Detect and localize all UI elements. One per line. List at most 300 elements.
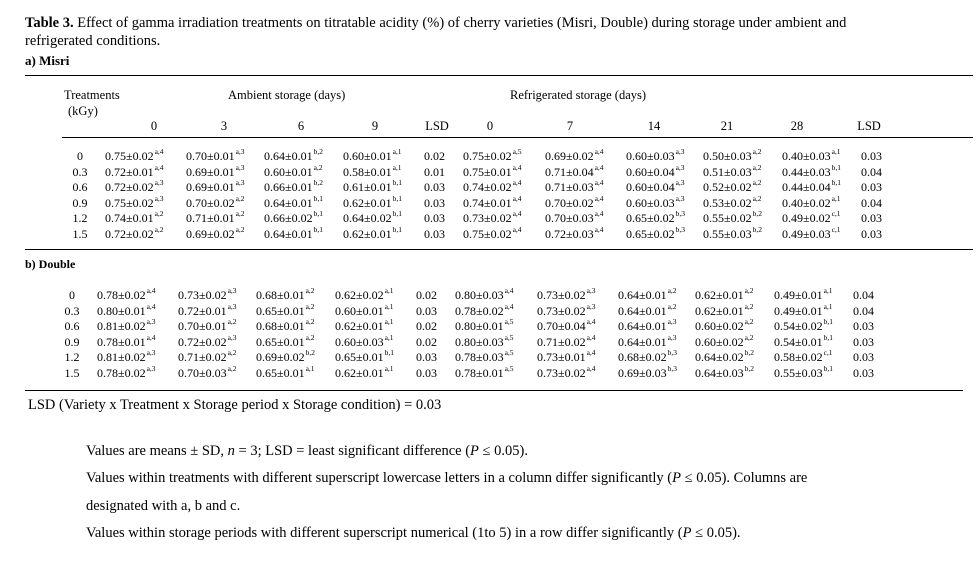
cell-value: 0.03 — [861, 149, 882, 163]
cell-value: 0.40±0.02 — [782, 195, 831, 210]
significance-superscript: b,2 — [744, 348, 754, 358]
table-cell — [455, 319, 514, 334]
cell-value: 0.70±0.02 — [545, 195, 594, 210]
cell-value: 0.78±0.02 — [97, 288, 146, 302]
cell-value: 0.75±0.02 — [105, 149, 154, 163]
significance-superscript: a,1 — [384, 364, 394, 373]
cell-value: 0.03 — [416, 350, 437, 365]
cell-value: 0.02 — [424, 149, 445, 163]
significance-superscript: a,3 — [675, 178, 685, 188]
refrigerated-storage-header: Refrigerated storage (days) — [510, 88, 647, 102]
significance-superscript: a,3 — [667, 317, 677, 327]
cell-value: 0.44±0.04 — [782, 180, 831, 195]
table-cell — [97, 366, 156, 381]
significance-superscript: a,2 — [752, 162, 762, 172]
cell-value: 0.80±0.03 — [455, 288, 504, 302]
significance-superscript: b,1 — [392, 225, 402, 234]
table-cell — [416, 335, 437, 350]
note-means-text-2: = 3; LSD = least significant difference ( — [234, 443, 471, 459]
significance-superscript: c,1 — [831, 209, 841, 219]
table-cell — [545, 227, 604, 242]
table-cell — [853, 350, 874, 365]
cell-value: 0.44±0.03 — [782, 164, 831, 179]
significance-superscript: b,2 — [313, 178, 323, 188]
table-cell — [416, 304, 437, 319]
column-header: 14 — [647, 119, 661, 133]
treatment-dose: 0.6 — [64, 319, 80, 334]
significance-superscript: a,2 — [235, 209, 245, 219]
overall-lsd: LSD (Variety x Treatment x Storage period x Storage condition) = 0.03 — [28, 397, 442, 413]
table-cell — [537, 366, 596, 381]
cell-value: 0.70±0.01 — [186, 149, 235, 163]
cell-value: 0.64±0.02 — [695, 350, 744, 365]
significance-superscript: a,3 — [227, 301, 237, 311]
cell-value: 0.70±0.03 — [178, 366, 227, 380]
cell-value: 0.64±0.01 — [618, 334, 667, 349]
cell-value: 0.69±0.03 — [618, 366, 667, 380]
cell-value: 0.61±0.01 — [343, 180, 392, 195]
significance-superscript: a,5 — [504, 364, 514, 373]
cell-value: 0.03 — [853, 366, 874, 380]
significance-superscript: b,3 — [667, 348, 677, 358]
table-cell — [416, 350, 437, 365]
cell-value: 0.70±0.04 — [537, 319, 586, 334]
table-cell — [335, 288, 394, 303]
cell-value: 0.78±0.01 — [97, 334, 146, 349]
significance-superscript: b,1 — [392, 209, 402, 219]
significance-superscript: a,4 — [512, 209, 522, 219]
significance-superscript: a,2 — [305, 317, 315, 327]
table-cell — [416, 366, 437, 381]
cell-value: 0.69±0.01 — [186, 180, 235, 195]
cell-value: 0.72±0.02 — [105, 180, 154, 195]
significance-superscript: a,1 — [384, 317, 394, 327]
significance-superscript: a,2 — [154, 225, 164, 234]
significance-superscript: a,1 — [384, 286, 394, 295]
cell-value: 0.49±0.01 — [774, 303, 823, 318]
cell-value: 0.64±0.01 — [618, 319, 667, 334]
double-bottom-rule — [25, 390, 963, 391]
cell-value: 0.65±0.01 — [256, 334, 305, 349]
cell-value: 0.69±0.02 — [545, 149, 594, 163]
significance-superscript: a,2 — [305, 286, 315, 295]
significance-superscript: b,3 — [675, 209, 685, 219]
significance-superscript: b,1 — [823, 364, 833, 373]
table-cell — [618, 288, 677, 303]
cell-value: 0.03 — [424, 211, 445, 226]
significance-superscript: a,3 — [227, 286, 237, 295]
table-cell — [861, 149, 882, 164]
cell-value: 0.75±0.02 — [105, 195, 154, 210]
cell-value: 0.62±0.01 — [335, 366, 384, 380]
note-numerals-text: Values within storage periods with different superscript numerical (1to 5) in a row differ significantly ( — [86, 525, 683, 541]
significance-superscript: a,1 — [384, 301, 394, 311]
cell-value: 0.78±0.03 — [455, 350, 504, 365]
cell-value: 0.51±0.03 — [703, 164, 752, 179]
table-cell — [424, 180, 445, 195]
significance-superscript: a,4 — [504, 286, 514, 295]
cell-value: 0.60±0.04 — [626, 164, 675, 179]
significance-superscript: a,2 — [235, 225, 245, 234]
table-cell — [545, 180, 604, 195]
cell-value: 0.01 — [424, 164, 445, 179]
cell-value: 0.64±0.01 — [618, 288, 667, 302]
column-header: 0 — [150, 119, 158, 133]
significance-superscript: b,1 — [313, 225, 323, 234]
table-cell — [782, 227, 841, 242]
cell-value: 0.60±0.01 — [335, 303, 384, 318]
cell-value: 0.78±0.01 — [455, 366, 504, 380]
cell-value: 0.66±0.02 — [264, 211, 313, 226]
note-letters-text: Values within treatments with different superscript lowercase letters in a column differ significantly ( — [86, 470, 673, 486]
significance-superscript: a,4 — [512, 193, 522, 203]
cell-value: 0.03 — [861, 180, 882, 195]
cell-value: 0.64±0.01 — [264, 227, 313, 241]
cell-value: 0.65±0.02 — [626, 227, 675, 241]
treatment-dose: 1.5 — [72, 227, 88, 241]
table-cell — [774, 319, 833, 334]
note-letters — [86, 470, 807, 487]
cell-value: 0.81±0.02 — [97, 319, 146, 334]
significance-superscript: a,2 — [154, 209, 164, 219]
cell-value: 0.72±0.02 — [105, 227, 154, 241]
column-header: 28 — [790, 119, 804, 133]
table-cell — [335, 319, 394, 334]
cell-value: 0.02 — [416, 334, 437, 349]
cell-value: 0.60±0.03 — [335, 334, 384, 349]
cell-value: 0.68±0.01 — [256, 319, 305, 334]
table-cell — [853, 319, 874, 334]
table-cell — [343, 180, 402, 195]
table-cell — [545, 149, 604, 164]
column-header: 9 — [371, 119, 379, 133]
cell-value: 0.73±0.02 — [178, 288, 227, 302]
cell-value: 0.60±0.01 — [264, 164, 313, 179]
cell-value: 0.64±0.01 — [264, 149, 313, 163]
table-cell — [463, 227, 522, 242]
treatment-dose: 0 — [69, 288, 75, 302]
cell-value: 0.62±0.01 — [695, 288, 744, 302]
table-cell — [416, 319, 437, 334]
table-cell — [178, 288, 237, 303]
cell-value: 0.04 — [853, 288, 874, 302]
table-cell — [695, 366, 754, 381]
caption-text: Effect of gamma irradiation treatments on titratable acidity (%) of cherry varieties (Misri, Double) during storage under ambient and refrigerated conditions. — [25, 15, 847, 49]
cell-value: 0.60±0.04 — [626, 180, 675, 195]
table-cell — [256, 366, 315, 381]
table-cell — [424, 227, 445, 242]
significance-superscript: a,3 — [586, 286, 596, 295]
cell-value: 0.54±0.02 — [774, 319, 823, 334]
cell-value: 0.68±0.02 — [618, 350, 667, 365]
cell-value: 0.73±0.02 — [463, 211, 512, 226]
cell-value: 0.75±0.02 — [463, 149, 512, 163]
header-rule — [62, 137, 973, 138]
significance-superscript: a,5 — [504, 348, 514, 358]
table-cell — [861, 196, 882, 211]
cell-value: 0.03 — [861, 227, 882, 241]
significance-superscript: b,3 — [667, 364, 677, 373]
cell-value: 0.55±0.03 — [774, 366, 823, 380]
section-title-double: b) Double — [25, 257, 76, 271]
significance-superscript: b,2 — [313, 147, 323, 156]
note-designated: designated with a, b and c. — [86, 498, 241, 514]
table-cell — [264, 180, 323, 195]
table-cell — [186, 149, 245, 164]
table-cell — [343, 149, 402, 164]
table-cell — [853, 288, 874, 303]
significance-superscript: a,4 — [586, 332, 596, 342]
significance-superscript: a,2 — [752, 193, 762, 203]
treatment-dose: 1.5 — [64, 366, 80, 380]
cell-value: 0.02 — [416, 288, 437, 302]
significance-superscript: b,1 — [392, 193, 402, 203]
cell-value: 0.04 — [861, 195, 882, 210]
significance-superscript: a,4 — [594, 209, 604, 219]
cell-value: 0.69±0.02 — [186, 227, 235, 241]
cell-value: 0.70±0.02 — [186, 195, 235, 210]
note-p-symbol: P — [672, 470, 681, 486]
significance-superscript: a,3 — [675, 147, 685, 156]
cell-value: 0.74±0.01 — [105, 211, 154, 226]
significance-superscript: a,2 — [752, 147, 762, 156]
note-numerals — [86, 525, 741, 542]
cell-value: 0.80±0.03 — [455, 334, 504, 349]
table-cell — [463, 149, 522, 164]
cell-value: 0.74±0.01 — [463, 195, 512, 210]
significance-superscript: b,1 — [823, 317, 833, 327]
significance-superscript: c,1 — [831, 225, 841, 234]
table-cell — [186, 227, 245, 242]
column-header: 21 — [720, 119, 734, 133]
table-cell — [618, 366, 677, 381]
treatment-dose: 1.2 — [64, 350, 80, 365]
significance-superscript: a,4 — [594, 162, 604, 172]
table-cell — [703, 227, 762, 242]
cell-value: 0.81±0.02 — [97, 350, 146, 365]
significance-superscript: a,5 — [504, 332, 514, 342]
significance-superscript: a,4 — [594, 193, 604, 203]
table-cell — [455, 288, 514, 303]
cell-value: 0.72±0.01 — [105, 164, 154, 179]
cell-value: 0.55±0.03 — [703, 227, 752, 241]
column-header: 3 — [220, 119, 228, 133]
top-rule — [25, 75, 973, 76]
table-cell — [264, 227, 323, 242]
cell-value: 0.04 — [861, 164, 882, 179]
cell-value: 0.03 — [416, 303, 437, 318]
cell-value: 0.73±0.02 — [537, 366, 586, 380]
significance-superscript: a,2 — [227, 364, 237, 373]
significance-superscript: b,1 — [384, 348, 394, 358]
cell-value: 0.71±0.03 — [545, 180, 594, 195]
significance-superscript: a,4 — [154, 162, 164, 172]
significance-superscript: a,3 — [675, 193, 685, 203]
significance-superscript: a,1 — [823, 301, 833, 311]
cell-value: 0.80±0.01 — [97, 303, 146, 318]
section-title-misri: a) Misri — [25, 53, 70, 68]
treatment-dose: 0 — [77, 149, 83, 163]
cell-value: 0.73±0.02 — [537, 303, 586, 318]
table-cell — [105, 180, 164, 195]
table-cell — [537, 319, 596, 334]
significance-superscript: b,3 — [675, 225, 685, 234]
table-cell — [424, 149, 445, 164]
table-cell — [774, 288, 833, 303]
cell-value: 0.62±0.02 — [335, 288, 384, 302]
cell-value: 0.60±0.03 — [626, 149, 675, 163]
cell-value: 0.40±0.03 — [782, 149, 831, 163]
significance-superscript: b,1 — [823, 332, 833, 342]
significance-superscript: a,3 — [235, 162, 245, 172]
significance-superscript: a,4 — [504, 301, 514, 311]
significance-superscript: a,1 — [831, 193, 841, 203]
cell-value: 0.60±0.01 — [343, 149, 392, 163]
cell-value: 0.03 — [853, 319, 874, 334]
cell-value: 0.70±0.01 — [178, 319, 227, 334]
table-cell — [335, 366, 394, 381]
significance-superscript: a,3 — [586, 301, 596, 311]
table-cell — [178, 319, 237, 334]
significance-superscript: a,2 — [227, 317, 237, 327]
cell-value: 0.50±0.03 — [703, 149, 752, 163]
cell-value: 0.49±0.01 — [774, 288, 823, 302]
cell-value: 0.03 — [424, 227, 445, 241]
significance-superscript: b,2 — [752, 209, 762, 219]
cell-value: 0.73±0.02 — [537, 288, 586, 302]
treatment-dose: 0.3 — [72, 164, 88, 179]
cell-value: 0.78±0.02 — [97, 366, 146, 380]
cell-value: 0.60±0.02 — [695, 334, 744, 349]
table-cell — [695, 319, 754, 334]
table-cell — [256, 319, 315, 334]
significance-superscript: a,1 — [392, 162, 402, 172]
significance-superscript: a,2 — [744, 332, 754, 342]
significance-superscript: a,2 — [752, 178, 762, 188]
table-cell — [861, 165, 882, 180]
treatment-dose: 0.9 — [64, 334, 80, 349]
cell-value: 0.62±0.01 — [343, 195, 392, 210]
cell-value: 0.72±0.03 — [545, 227, 594, 241]
significance-superscript: a,4 — [146, 286, 156, 295]
significance-superscript: a,3 — [154, 193, 164, 203]
significance-superscript: a,1 — [305, 364, 315, 373]
note-letters-text-2: ≤ 0.05). Columns are — [681, 470, 808, 486]
significance-superscript: b,2 — [305, 348, 315, 358]
significance-superscript: a,3 — [146, 348, 156, 358]
significance-superscript: a,2 — [667, 286, 677, 295]
table-cell — [424, 165, 445, 180]
cell-value: 0.65±0.01 — [256, 366, 305, 380]
cell-value: 0.72±0.01 — [178, 303, 227, 318]
table-cell — [178, 366, 237, 381]
table-cell — [626, 149, 685, 164]
cell-value: 0.70±0.03 — [545, 211, 594, 226]
table-cell — [343, 227, 402, 242]
significance-superscript: a,4 — [146, 301, 156, 311]
cell-value: 0.03 — [424, 180, 445, 195]
table-cell — [703, 180, 762, 195]
significance-superscript: a,4 — [146, 332, 156, 342]
note-numerals-text-2: ≤ 0.05). — [691, 525, 741, 541]
cell-value: 0.62±0.01 — [335, 319, 384, 334]
significance-superscript: a,2 — [744, 301, 754, 311]
table-label: Table 3. — [25, 15, 74, 31]
significance-superscript: a,1 — [831, 147, 841, 156]
significance-superscript: a,5 — [512, 147, 522, 156]
table-cell — [97, 319, 156, 334]
significance-superscript: a,3 — [667, 332, 677, 342]
cell-value: 0.03 — [424, 195, 445, 210]
table-cell — [861, 211, 882, 226]
cell-value: 0.62±0.01 — [695, 303, 744, 318]
cell-value: 0.62±0.01 — [343, 227, 392, 241]
significance-superscript: a,3 — [146, 364, 156, 373]
significance-superscript: a,1 — [823, 286, 833, 295]
note-n-symbol: n — [227, 443, 235, 459]
cell-value: 0.69±0.02 — [256, 350, 305, 365]
significance-superscript: a,4 — [586, 364, 596, 373]
significance-superscript: a,3 — [235, 178, 245, 188]
significance-superscript: a,3 — [146, 317, 156, 327]
significance-superscript: a,4 — [594, 178, 604, 188]
significance-superscript: a,2 — [305, 301, 315, 311]
table-cell — [626, 180, 685, 195]
treatments-header: Treatments — [64, 88, 120, 102]
cell-value: 0.49±0.02 — [782, 211, 831, 226]
significance-superscript: a,2 — [667, 301, 677, 311]
significance-superscript: a,1 — [384, 332, 394, 342]
treatment-dose: 1.2 — [72, 211, 88, 226]
misri-bottom-rule — [25, 249, 973, 250]
significance-superscript: a,2 — [227, 348, 237, 358]
cell-value: 0.54±0.01 — [774, 334, 823, 349]
table-cell — [695, 288, 754, 303]
cell-value: 0.80±0.01 — [455, 319, 504, 334]
significance-superscript: a,4 — [594, 147, 604, 156]
significance-superscript: a,1 — [392, 147, 402, 156]
cell-value: 0.58±0.02 — [774, 350, 823, 365]
cell-value: 0.75±0.02 — [463, 227, 512, 241]
note-means-text: Values are means ± SD, — [86, 443, 228, 459]
note-means — [86, 443, 528, 460]
significance-superscript: c,1 — [823, 348, 833, 358]
significance-superscript: a,3 — [675, 162, 685, 172]
table-cell — [861, 227, 882, 242]
cell-value: 0.03 — [416, 366, 437, 380]
note-p-symbol: P — [682, 525, 692, 541]
significance-superscript: a,3 — [235, 147, 245, 156]
significance-superscript: a,2 — [313, 162, 323, 172]
treatment-dose: 0.9 — [72, 195, 88, 210]
cell-value: 0.55±0.02 — [703, 211, 752, 226]
table-cell — [782, 149, 841, 164]
cell-value: 0.02 — [416, 319, 437, 334]
cell-value: 0.53±0.02 — [703, 195, 752, 210]
treatments-unit-header: (kGy) — [68, 104, 98, 118]
cell-value: 0.74±0.02 — [463, 180, 512, 195]
significance-superscript: a,3 — [154, 178, 164, 188]
table-cell — [264, 149, 323, 164]
cell-value: 0.68±0.01 — [256, 288, 305, 302]
significance-superscript: b,2 — [752, 225, 762, 234]
table-cell — [97, 288, 156, 303]
cell-value: 0.71±0.01 — [186, 211, 235, 226]
cell-value: 0.66±0.01 — [264, 180, 313, 195]
table-cell — [416, 288, 437, 303]
cell-value: 0.78±0.02 — [455, 303, 504, 318]
table-caption — [25, 14, 915, 50]
